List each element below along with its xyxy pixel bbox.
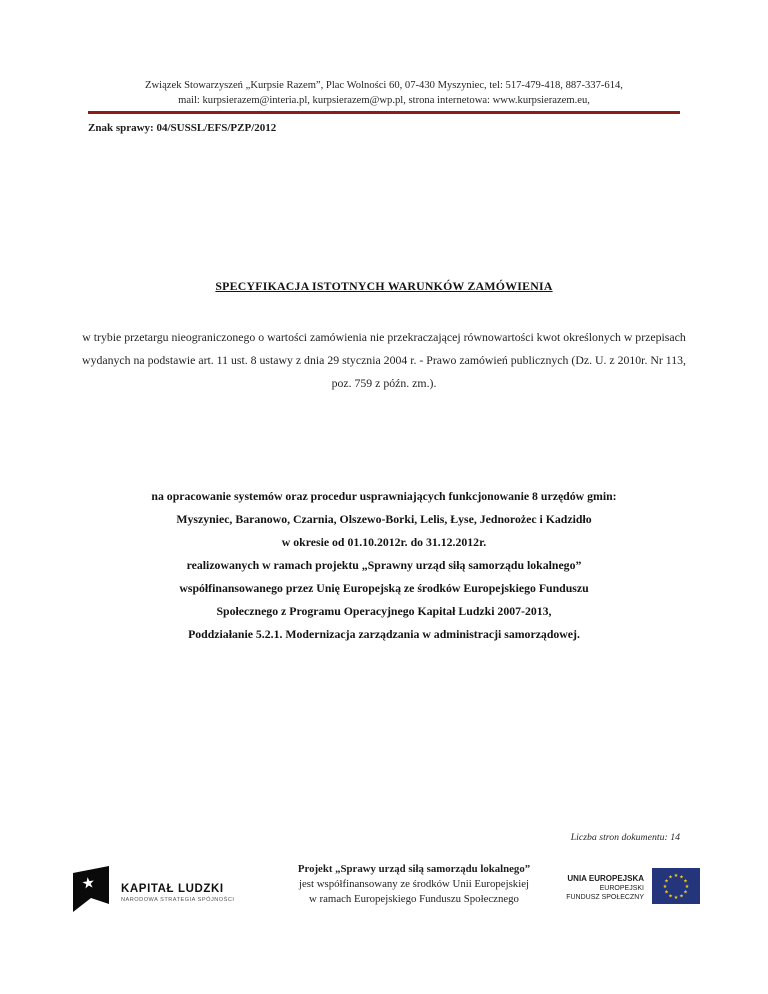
- kapital-ludzki-logo-block: [68, 864, 234, 921]
- case-number: Znak sprawy: 04/SUSSL/EFS/PZP/2012: [88, 122, 277, 134]
- svg-text:★: ★: [683, 890, 688, 896]
- eu-line2: EUROPEJSKI: [599, 884, 644, 892]
- subject-line: współfinansowanego przez Unię Europejską ze środków Europejskiego Funduszu: [179, 581, 589, 595]
- letterhead-line2: mail: kurpsierazem@interia.pl, kurpsierazem@wp.pl, strona internetowa: www.kurpsierazem.eu,: [178, 95, 590, 106]
- footer-project-statement: [228, 862, 600, 907]
- subject-line: w okresie od 01.10.2012r. do 31.12.2012r.: [281, 535, 487, 549]
- svg-text:★: ★: [673, 896, 679, 901]
- subject-block: [78, 485, 690, 646]
- svg-text:★: ★: [80, 875, 97, 893]
- subject-line: Poddziałanie 5.2.1. Modernizacja zarządzania w administracji samorządowej.: [188, 627, 580, 641]
- svg-text:★: ★: [684, 885, 690, 890]
- svg-text:★: ★: [664, 879, 669, 885]
- eu-flag-icon: [652, 868, 700, 909]
- kapital-ludzki-subtitle: NARODOWA STRATEGIA SPÓJNOŚCI: [121, 896, 235, 903]
- svg-text:★: ★: [683, 879, 688, 885]
- svg-text:★: ★: [668, 894, 673, 900]
- kapital-ludzki-wordmark: [121, 883, 234, 903]
- document-title: SPECYFIKACJA ISTOTNYCH WARUNKÓW ZAMÓWIENIA: [215, 279, 553, 293]
- eu-line1: UNIA EUROPEJSKA: [567, 874, 644, 884]
- subject-line: Społecznego z Programu Operacyjnego Kapitał Ludzki 2007-2013,: [216, 604, 552, 618]
- eu-line3: FUNDUSZ SPOŁECZNY: [566, 894, 644, 902]
- svg-text:★: ★: [679, 875, 684, 881]
- procedure-intro-paragraph: w trybie przetargu nieograniczonego o wartości zamówienia nie przekraczającej równowartości kwot określonych w przepisach wydanych na podstawie art. 11 ust. 8 ustawy z dnia 29 stycznia 2004 r. - Prawo zamówień publicznych (Dz. U. z 2010r. Nr 113, poz. 759 z późn. zm.).: [82, 330, 686, 390]
- letterhead: [88, 78, 680, 108]
- project-statement-line1: Projekt „Sprawy urząd siłą samorządu lokalnego”: [297, 863, 531, 875]
- kapital-ludzki-title: KAPITAŁ LUDZKI: [121, 882, 224, 895]
- svg-text:★: ★: [679, 894, 684, 900]
- page-count-note: Liczba stron dokumentu: 14: [570, 832, 680, 843]
- eu-wordmark: [566, 874, 644, 903]
- project-statement-line3: w ramach Europejskiego Funduszu Społecznego: [309, 893, 519, 905]
- subject-line: realizowanych w ramach projektu „Sprawny urząd siłą samorządu lokalnego”: [186, 558, 582, 572]
- project-statement-line2: jest współfinansowany ze środków Unii Europejskiej: [299, 878, 529, 890]
- svg-text:★: ★: [673, 874, 679, 879]
- svg-text:★: ★: [668, 875, 673, 881]
- kapital-ludzki-flag-icon: [68, 864, 112, 921]
- subject-line: na opracowanie systemów oraz procedur usprawniających funkcjonowanie 8 urzędów gmin:: [151, 489, 617, 503]
- svg-text:★: ★: [662, 885, 668, 890]
- subject-line: Myszyniec, Baranowo, Czarnia, Olszewo-Borki, Lelis, Łyse, Jednorożec i Kadzidło: [176, 512, 592, 526]
- footer-logos-bar: [68, 856, 700, 942]
- svg-text:★: ★: [664, 890, 669, 896]
- letterhead-line1: Związek Stowarzyszeń „Kurpsie Razem”, Plac Wolności 60, 07-430 Myszyniec, tel: 517-479-418, 887-337-614,: [145, 80, 623, 91]
- eu-logo-block: [566, 868, 700, 909]
- header-divider-rule: [88, 111, 680, 114]
